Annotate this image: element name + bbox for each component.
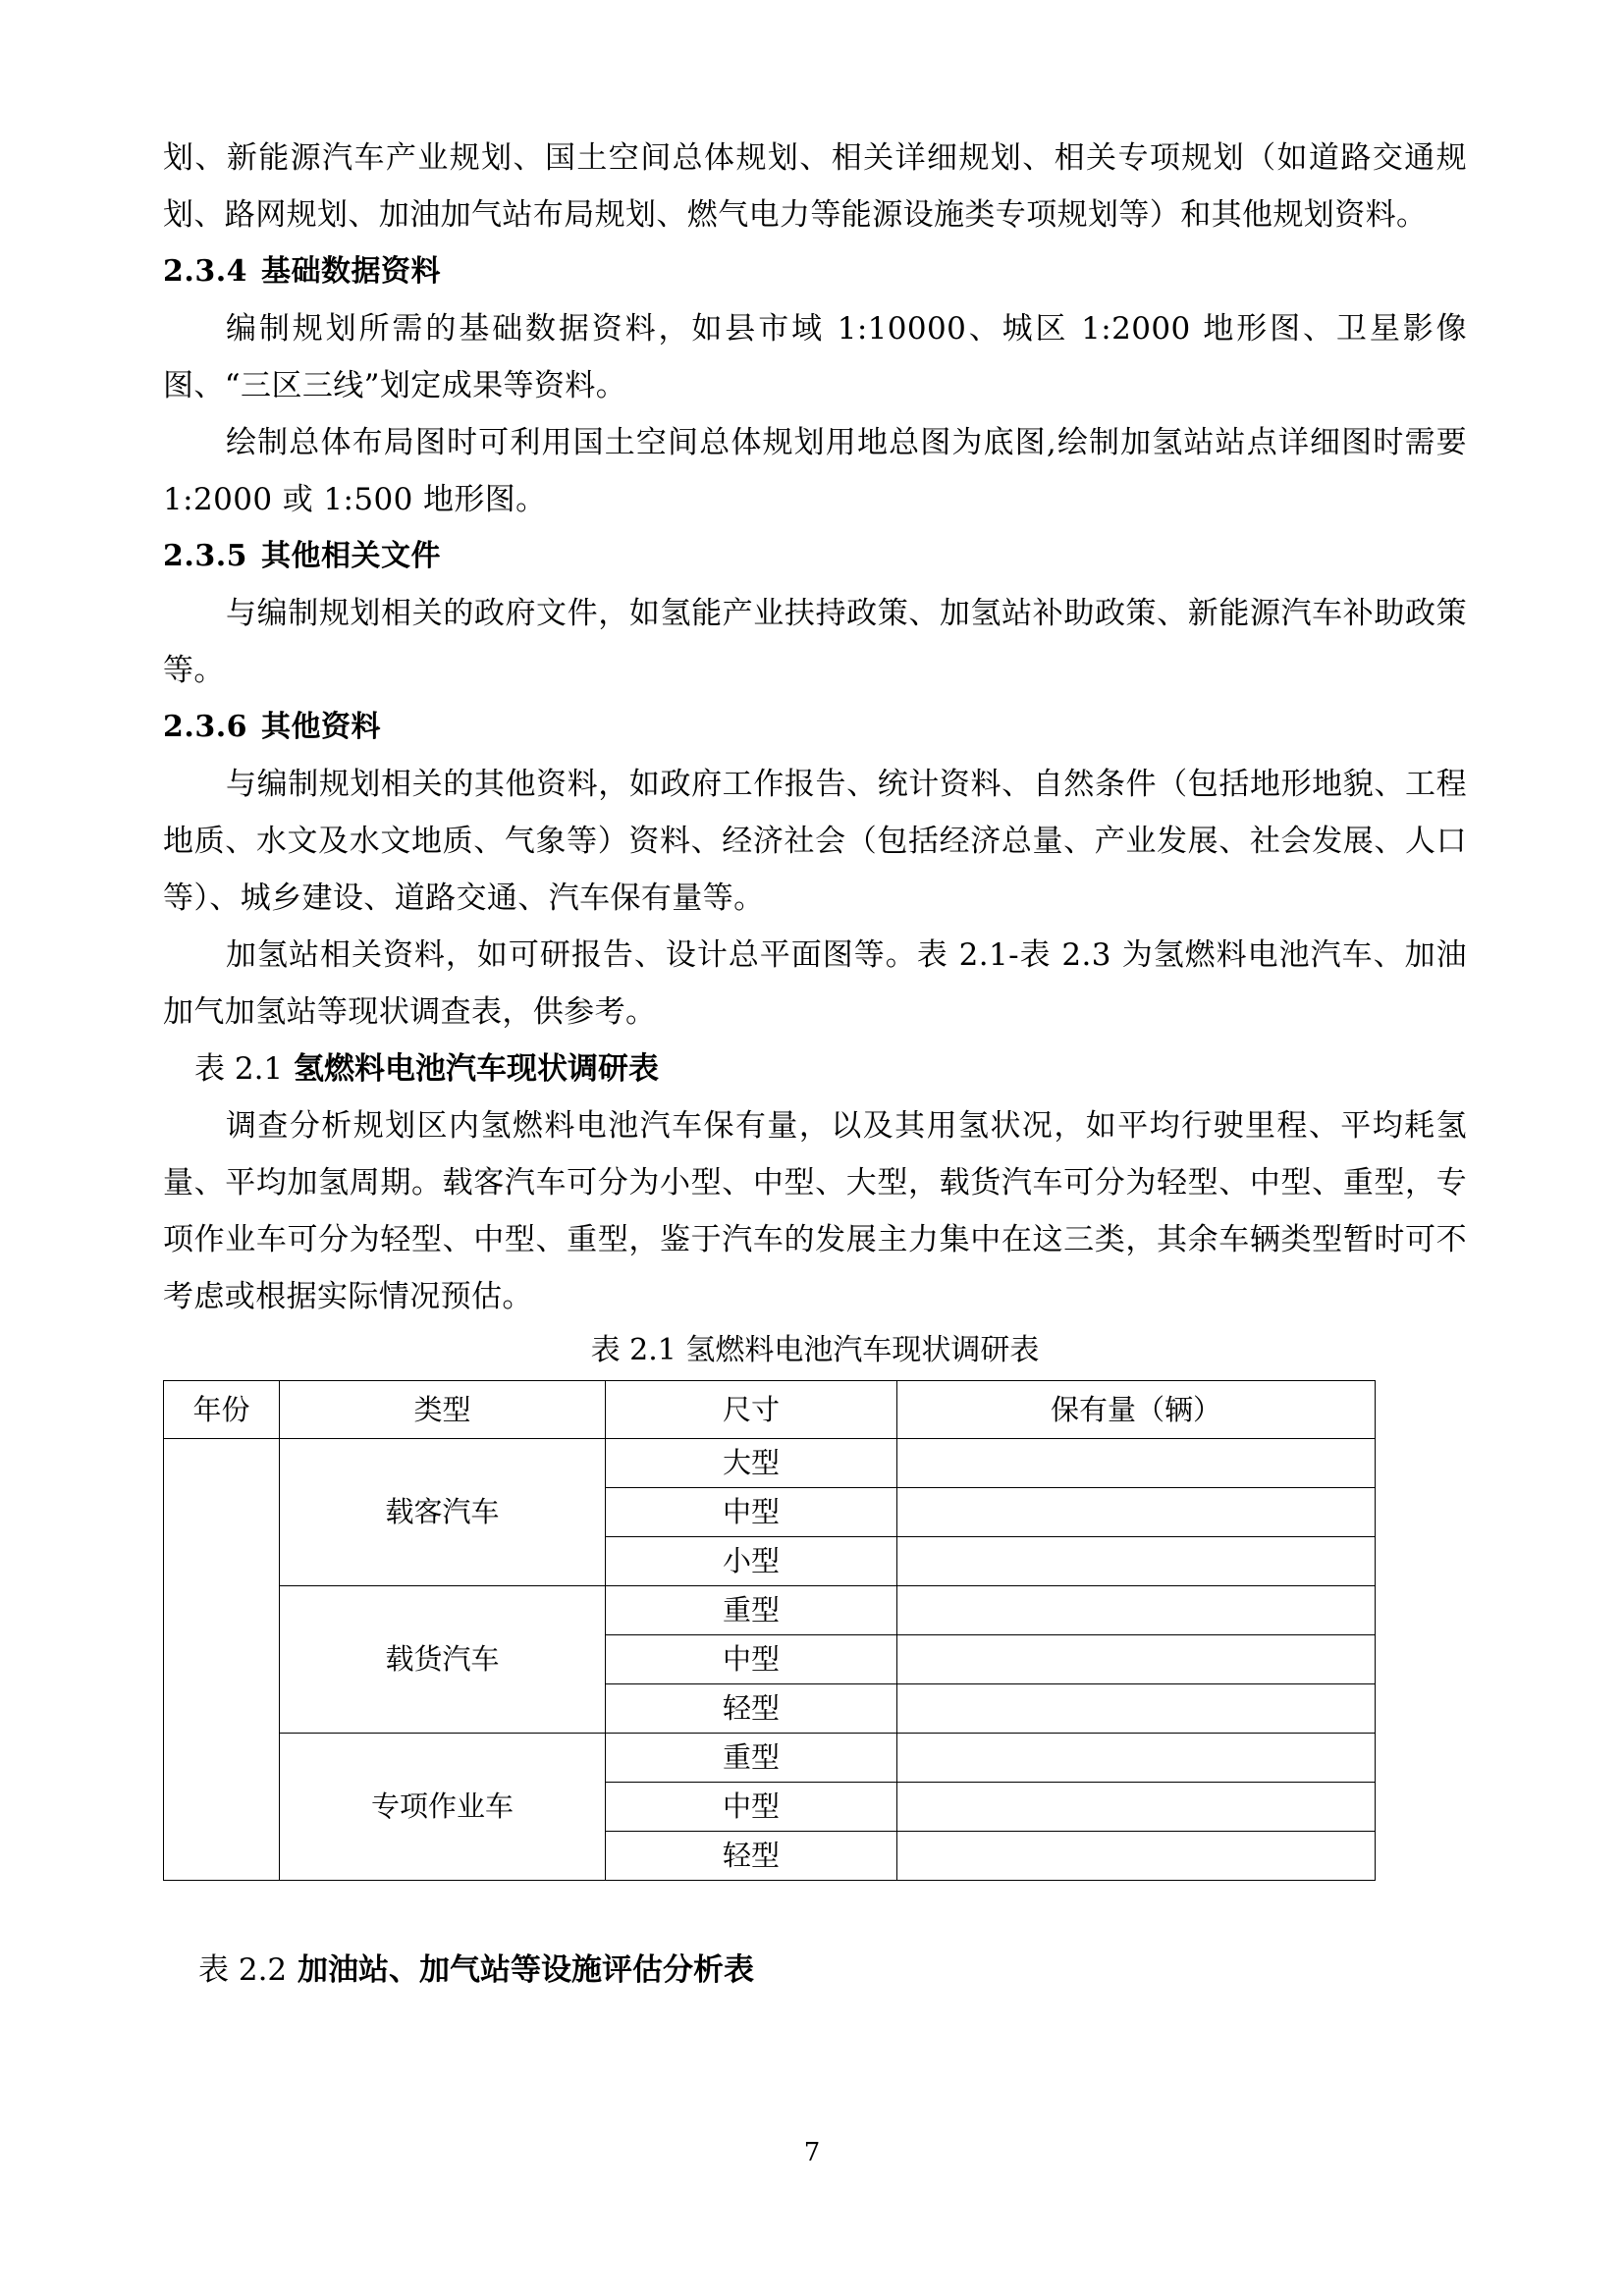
cell-quantity-passenger-large[interactable] [897,1439,1376,1488]
section-number: 2.3.4 [163,254,248,289]
column-header-year: 年份 [164,1381,280,1439]
table-2-1-inline-heading-title: 氢燃料电池汽车现状调研表 [293,1051,659,1087]
continued-paragraph: 划、新能源汽车产业规划、国土空间总体规划、相关详细规划、相关专项规划（如道路交通规划、路网规划、加油加气站布局规划、燃气电力等能源设施类专项规划等）和其他规划资料。 [163,140,1467,233]
section-heading-2-3-6 [163,699,1467,756]
cell-size-special-medium: 中型 [606,1783,897,1832]
cell-year-value[interactable] [164,1439,280,1881]
cell-size-freight-medium: 中型 [606,1635,897,1684]
column-header-type: 类型 [280,1381,606,1439]
table-row [164,1586,1376,1635]
cell-quantity-passenger-small[interactable] [897,1537,1376,1586]
cell-quantity-freight-heavy[interactable] [897,1586,1376,1635]
table-2-1-caption-prefix: 表 2.1 [590,1333,677,1367]
table-2-1-inline-heading-prefix: 表 2.1 [194,1051,284,1087]
cell-size-special-heavy: 重型 [606,1734,897,1783]
cell-type-special: 专项作业车 [280,1734,606,1881]
cell-quantity-special-heavy[interactable] [897,1734,1376,1783]
cell-quantity-special-medium[interactable] [897,1783,1376,1832]
cell-size-freight-heavy: 重型 [606,1586,897,1635]
column-header-size: 尺寸 [606,1381,897,1439]
cell-quantity-freight-light[interactable] [897,1684,1376,1734]
paragraph-2-3-4-2: 绘制总体布局图时可利用国土空间总体规划用地总图为底图,绘制加氢站站点详细图时需要 1:2000 或 1:500 地形图。 [163,425,1467,517]
cell-quantity-freight-medium[interactable] [897,1635,1376,1684]
cell-size-passenger-medium: 中型 [606,1488,897,1537]
section-title: 基础数据资料 [261,254,442,289]
table-2-1-caption-title: 氢燃料电池汽车现状调研表 [685,1333,1040,1367]
section-heading-2-3-5 [163,528,1467,585]
table-row [164,1439,1376,1488]
page-content [163,130,1467,1999]
table-2-2-label-prefix: 表 2.2 [198,1952,288,1988]
table-2-1-caption [163,1325,1467,1376]
cell-quantity-passenger-medium[interactable] [897,1488,1376,1537]
section-number: 2.3.6 [163,710,248,744]
table-2-2-label-title: 加油站、加气站等设施评估分析表 [297,1952,754,1988]
cell-size-freight-light: 轻型 [606,1684,897,1734]
section-title: 其他资料 [261,710,382,744]
section-number: 2.3.5 [163,539,248,573]
cell-type-passenger: 载客汽车 [280,1439,606,1586]
paragraph-2-3-6-1: 与编制规划相关的其他资料，如政府工作报告、统计资料、自然条件（包括地形地貌、工程地质、水文及水文地质、气象等）资料、经济社会（包括经济总量、产业发展、社会发展、人口等）、城乡建设、道路交通、汽车保有量等。 [163,767,1467,916]
section-heading-2-3-4 [163,243,1467,300]
table-row [164,1734,1376,1783]
paragraph-2-3-4-1: 编制规划所需的基础数据资料，如县市域 1:10000、城区 1:2000 地形图、卫星影像图、“三区三线”划定成果等资料。 [163,311,1467,403]
column-header-quantity: 保有量（辆） [897,1381,1376,1439]
table-2-1-inline-heading [163,1041,1467,1097]
table-2-2-label [163,1942,1467,1999]
paragraph-2-3-5-1: 与编制规划相关的政府文件，如氢能产业扶持政策、加氢站补助政策、新能源汽车补助政策等。 [163,596,1467,688]
cell-size-passenger-large: 大型 [606,1439,897,1488]
cell-size-passenger-small: 小型 [606,1537,897,1586]
cell-type-freight: 载货汽车 [280,1586,606,1734]
paragraph-2-3-6-2: 加氢站相关资料，如可研报告、设计总平面图等。表 2.1-表 2.3 为氢燃料电池汽车、加油加气加氢站等现状调查表，供参考。 [163,937,1467,1030]
page-number: 7 [803,2138,821,2167]
table-header-row [164,1381,1376,1439]
cell-quantity-special-light[interactable] [897,1832,1376,1881]
section-title: 其他相关文件 [261,539,442,573]
table-2-1-description: 调查分析规划区内氢燃料电池汽车保有量，以及其用氢状况，如平均行驶里程、平均耗氢量、平均加氢周期。载客汽车可分为小型、中型、大型，载货汽车可分为轻型、中型、重型，专项作业车可分为轻型、中型、重型，鉴于汽车的发展主力集中在这三类，其余车辆类型暂时可不考虑或根据实际情况预估。 [163,1108,1467,1314]
table-2-1 [163,1380,1376,1881]
cell-size-special-light: 轻型 [606,1832,897,1881]
